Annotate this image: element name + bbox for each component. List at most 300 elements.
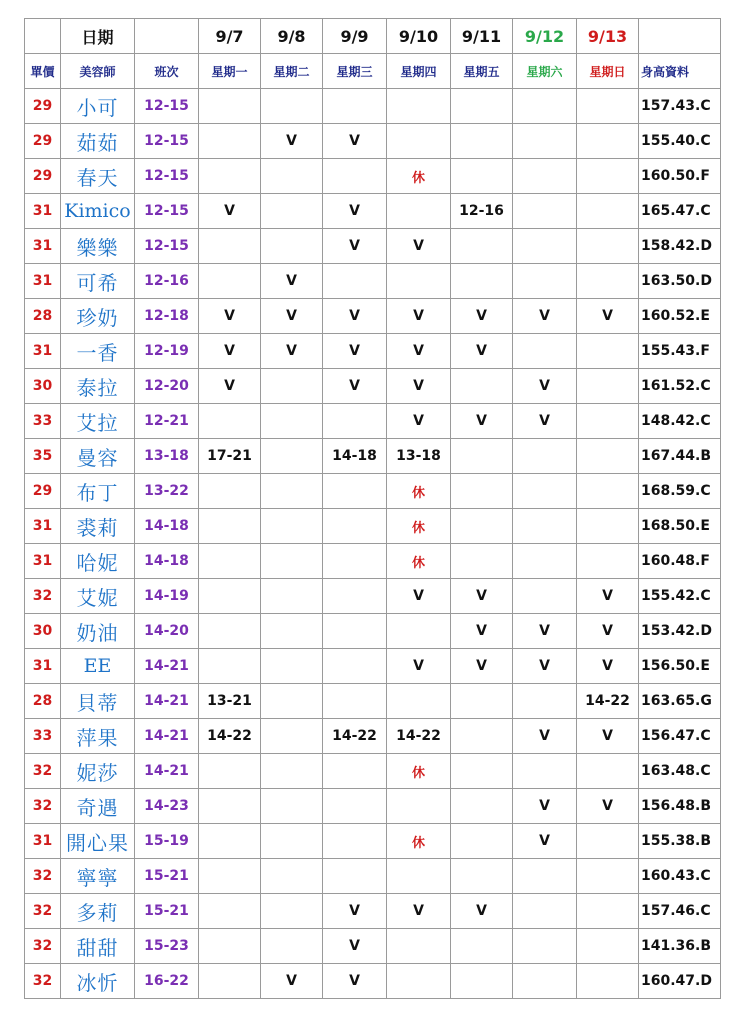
shift-cell: 12-18 (135, 299, 199, 334)
schedule-cell (451, 509, 513, 544)
schedule-cell (261, 404, 323, 439)
schedule-cell (577, 194, 639, 229)
shift-cell: 16-22 (135, 964, 199, 999)
schedule-cell (323, 404, 387, 439)
shift-cell: 13-22 (135, 474, 199, 509)
weekday-header: 星期四 (387, 54, 451, 89)
schedule-cell: 14-22 (387, 719, 451, 754)
schedule-cell (513, 509, 577, 544)
schedule-cell (323, 474, 387, 509)
table-row (25, 334, 721, 369)
schedule-cell (323, 649, 387, 684)
table-row (25, 754, 721, 789)
beautician-name-cell: 泰拉 (61, 369, 135, 404)
schedule-cell (577, 544, 639, 579)
schedule-cell: 14-22 (199, 719, 261, 754)
shift-cell: 12-15 (135, 124, 199, 159)
schedule-cell (451, 929, 513, 964)
unit-price-cell: 33 (25, 404, 61, 439)
schedule-cell (323, 824, 387, 859)
schedule-cell: V (513, 824, 577, 859)
schedule-cell (513, 684, 577, 719)
schedule-cell (323, 264, 387, 299)
table-row (25, 509, 721, 544)
schedule-cell (261, 439, 323, 474)
blank-header-cell (135, 19, 199, 54)
schedule-cell (577, 264, 639, 299)
schedule-cell (577, 894, 639, 929)
schedule-cell (513, 124, 577, 159)
schedule-cell (513, 264, 577, 299)
height-data-cell: 157.46.C (639, 894, 721, 929)
height-data-cell: 168.59.C (639, 474, 721, 509)
schedule-cell: 14-22 (323, 719, 387, 754)
schedule-cell (199, 509, 261, 544)
schedule-cell: V (451, 404, 513, 439)
schedule-cell (577, 474, 639, 509)
unit-price-cell: 32 (25, 754, 61, 789)
schedule-cell (261, 544, 323, 579)
schedule-cell (261, 579, 323, 614)
schedule-cell (261, 719, 323, 754)
table-row (25, 369, 721, 404)
schedule-cell: V (577, 579, 639, 614)
schedule-cell (387, 964, 451, 999)
schedule-cell (577, 89, 639, 124)
schedule-cell (451, 544, 513, 579)
shift-cell: 12-16 (135, 264, 199, 299)
height-data-cell: 155.40.C (639, 124, 721, 159)
beautician-name-cell: 曼容 (61, 439, 135, 474)
table-row (25, 264, 721, 299)
shift-cell: 14-21 (135, 719, 199, 754)
weekday-header: 星期五 (451, 54, 513, 89)
table-row (25, 299, 721, 334)
shift-cell: 12-15 (135, 194, 199, 229)
schedule-cell (323, 579, 387, 614)
height-data-cell: 155.42.C (639, 579, 721, 614)
beautician-name-cell: EE (61, 649, 135, 684)
table-row (25, 894, 721, 929)
schedule-cell (451, 789, 513, 824)
schedule-cell (261, 929, 323, 964)
schedule-cell: V (261, 124, 323, 159)
schedule-cell (513, 964, 577, 999)
schedule-cell (387, 124, 451, 159)
weekday-header: 星期一 (199, 54, 261, 89)
schedule-cell (323, 614, 387, 649)
unit-price-cell: 33 (25, 719, 61, 754)
beautician-name-cell: 甜甜 (61, 929, 135, 964)
schedule-cell: V (323, 229, 387, 264)
schedule-cell (513, 194, 577, 229)
shift-cell: 12-20 (135, 369, 199, 404)
unit-price-cell: 32 (25, 929, 61, 964)
schedule-cell: 12-16 (451, 194, 513, 229)
schedule-cell: 休 (387, 159, 451, 194)
table-row (25, 89, 721, 124)
table-row (25, 859, 721, 894)
schedule-cell (451, 859, 513, 894)
schedule-cell (577, 859, 639, 894)
shift-cell: 14-23 (135, 789, 199, 824)
beautician-name-cell: 珍奶 (61, 299, 135, 334)
table-row (25, 789, 721, 824)
schedule-cell: 17-21 (199, 439, 261, 474)
corner-cell (25, 19, 61, 54)
schedule-cell: V (451, 649, 513, 684)
schedule-cell (577, 159, 639, 194)
schedule-cell: V (387, 579, 451, 614)
date-header: 9/9 (323, 19, 387, 54)
schedule-cell (387, 789, 451, 824)
schedule-cell (577, 439, 639, 474)
schedule-cell (199, 159, 261, 194)
table-row (25, 824, 721, 859)
beautician-name-cell: 奇遇 (61, 789, 135, 824)
schedule-cell (451, 369, 513, 404)
schedule-cell (199, 894, 261, 929)
unit-price-cell: 32 (25, 789, 61, 824)
unit-price-cell: 31 (25, 649, 61, 684)
table-row (25, 579, 721, 614)
schedule-cell: V (577, 299, 639, 334)
table-row (25, 614, 721, 649)
schedule-cell (199, 824, 261, 859)
blank-header-cell (639, 19, 721, 54)
beautician-name-cell: 可希 (61, 264, 135, 299)
beautician-name-cell: 春天 (61, 159, 135, 194)
schedule-cell: V (577, 789, 639, 824)
height-data-cell: 156.47.C (639, 719, 721, 754)
table-row (25, 124, 721, 159)
unit-price-cell: 29 (25, 124, 61, 159)
unit-price-cell: 32 (25, 894, 61, 929)
schedule-cell: V (323, 334, 387, 369)
height-data-cell: 155.43.F (639, 334, 721, 369)
date-header: 9/8 (261, 19, 323, 54)
shift-header: 班次 (135, 54, 199, 89)
date-label: 日期 (61, 19, 135, 54)
beautician-name-cell: Kimico (61, 194, 135, 229)
schedule-cell (199, 264, 261, 299)
beautician-name-cell: 艾拉 (61, 404, 135, 439)
schedule-cell: V (451, 894, 513, 929)
beautician-name-cell: 一香 (61, 334, 135, 369)
schedule-cell (577, 929, 639, 964)
schedule-cell: V (323, 369, 387, 404)
schedule-cell (199, 964, 261, 999)
header-row-labels (25, 54, 721, 89)
schedule-cell (199, 929, 261, 964)
schedule-cell: 14-22 (577, 684, 639, 719)
weekday-header: 星期日 (577, 54, 639, 89)
date-header: 9/10 (387, 19, 451, 54)
shift-cell: 13-18 (135, 439, 199, 474)
beautician-name-cell: 樂樂 (61, 229, 135, 264)
height-data-cell: 163.50.D (639, 264, 721, 299)
schedule-cell (577, 404, 639, 439)
schedule-cell: V (199, 334, 261, 369)
table-row (25, 439, 721, 474)
schedule-cell (451, 229, 513, 264)
table-row (25, 229, 721, 264)
schedule-cell (323, 544, 387, 579)
schedule-cell (451, 684, 513, 719)
schedule-cell (513, 544, 577, 579)
date-header: 9/12 (513, 19, 577, 54)
height-data-cell: 163.65.G (639, 684, 721, 719)
schedule-cell (199, 474, 261, 509)
schedule-cell (323, 684, 387, 719)
schedule-cell (513, 894, 577, 929)
schedule-cell (451, 264, 513, 299)
schedule-cell: V (451, 614, 513, 649)
schedule-cell: V (513, 789, 577, 824)
shift-cell: 12-15 (135, 89, 199, 124)
shift-cell: 14-21 (135, 684, 199, 719)
schedule-cell (261, 229, 323, 264)
schedule-cell (451, 474, 513, 509)
schedule-cell: 休 (387, 474, 451, 509)
height-data-cell: 168.50.E (639, 509, 721, 544)
beautician-name-cell: 奶油 (61, 614, 135, 649)
schedule-cell (199, 544, 261, 579)
schedule-cell (387, 89, 451, 124)
schedule-cell (451, 824, 513, 859)
height-data-cell: 165.47.C (639, 194, 721, 229)
schedule-cell (577, 964, 639, 999)
table-row (25, 544, 721, 579)
schedule-cell (451, 719, 513, 754)
schedule-cell (199, 614, 261, 649)
beautician-name-cell: 貝蒂 (61, 684, 135, 719)
schedule-cell (577, 509, 639, 544)
schedule-cell (199, 649, 261, 684)
height-data-cell: 160.47.D (639, 964, 721, 999)
beautician-name-cell: 寧寧 (61, 859, 135, 894)
unit-price-header: 單價 (25, 54, 61, 89)
height-data-cell: 156.50.E (639, 649, 721, 684)
schedule-cell: V (513, 404, 577, 439)
height-header: 身高資料 (639, 54, 721, 89)
schedule-cell (513, 929, 577, 964)
schedule-cell: V (577, 614, 639, 649)
table-row (25, 404, 721, 439)
header-row-dates (25, 19, 721, 54)
schedule-cell: V (577, 719, 639, 754)
height-data-cell: 148.42.C (639, 404, 721, 439)
schedule-cell (387, 684, 451, 719)
schedule-cell (323, 159, 387, 194)
schedule-cell (513, 334, 577, 369)
schedule-cell: 13-21 (199, 684, 261, 719)
height-data-cell: 160.52.E (639, 299, 721, 334)
schedule-cell: V (261, 964, 323, 999)
schedule-cell: V (199, 194, 261, 229)
schedule-cell: 休 (387, 754, 451, 789)
unit-price-cell: 31 (25, 229, 61, 264)
beautician-name-cell: 布丁 (61, 474, 135, 509)
schedule-cell: V (513, 299, 577, 334)
schedule-cell (323, 754, 387, 789)
height-data-cell: 160.48.F (639, 544, 721, 579)
weekday-header: 星期六 (513, 54, 577, 89)
schedule-cell: V (199, 299, 261, 334)
schedule-cell: V (513, 649, 577, 684)
weekday-header: 星期二 (261, 54, 323, 89)
schedule-cell: 14-18 (323, 439, 387, 474)
schedule-cell (451, 439, 513, 474)
beautician-header: 美容師 (61, 54, 135, 89)
schedule-table (24, 18, 721, 999)
schedule-cell (577, 124, 639, 159)
schedule-cell: 休 (387, 544, 451, 579)
beautician-name-cell: 冰忻 (61, 964, 135, 999)
schedule-cell: V (387, 299, 451, 334)
unit-price-cell: 29 (25, 474, 61, 509)
schedule-cell: V (323, 194, 387, 229)
schedule-cell (261, 649, 323, 684)
schedule-cell: V (451, 299, 513, 334)
weekday-header: 星期三 (323, 54, 387, 89)
table-row (25, 159, 721, 194)
schedule-cell (199, 404, 261, 439)
table-row (25, 194, 721, 229)
height-data-cell: 167.44.B (639, 439, 721, 474)
schedule-cell (577, 229, 639, 264)
schedule-cell (451, 754, 513, 789)
schedule-cell: V (387, 404, 451, 439)
table-row (25, 474, 721, 509)
beautician-name-cell: 艾妮 (61, 579, 135, 614)
schedule-cell (451, 89, 513, 124)
shift-cell: 15-21 (135, 859, 199, 894)
schedule-cell (323, 89, 387, 124)
schedule-cell: V (513, 369, 577, 404)
schedule-cell: V (387, 334, 451, 369)
schedule-cell: V (323, 299, 387, 334)
height-data-cell: 158.42.D (639, 229, 721, 264)
schedule-cell: V (323, 929, 387, 964)
unit-price-cell: 30 (25, 614, 61, 649)
schedule-cell (387, 194, 451, 229)
unit-price-cell: 31 (25, 509, 61, 544)
schedule-cell: V (323, 894, 387, 929)
table-row (25, 929, 721, 964)
schedule-cell (199, 754, 261, 789)
schedule-cell (387, 264, 451, 299)
schedule-cell (261, 509, 323, 544)
beautician-name-cell: 妮莎 (61, 754, 135, 789)
schedule-cell: V (323, 964, 387, 999)
shift-cell: 14-20 (135, 614, 199, 649)
beautician-name-cell: 裘莉 (61, 509, 135, 544)
schedule-cell: V (387, 894, 451, 929)
schedule-cell (577, 334, 639, 369)
shift-cell: 12-15 (135, 159, 199, 194)
schedule-cell (513, 754, 577, 789)
height-data-cell: 153.42.D (639, 614, 721, 649)
schedule-cell (513, 159, 577, 194)
schedule-cell (199, 89, 261, 124)
schedule-cell: V (387, 229, 451, 264)
schedule-cell (261, 824, 323, 859)
schedule-cell (199, 579, 261, 614)
schedule-cell (577, 754, 639, 789)
schedule-cell: V (387, 649, 451, 684)
schedule-cell (261, 89, 323, 124)
schedule-cell: V (513, 614, 577, 649)
unit-price-cell: 28 (25, 299, 61, 334)
beautician-name-cell: 小可 (61, 89, 135, 124)
schedule-cell: V (261, 299, 323, 334)
schedule-cell (323, 509, 387, 544)
schedule-cell (261, 194, 323, 229)
schedule-cell (323, 859, 387, 894)
shift-cell: 15-23 (135, 929, 199, 964)
schedule-cell (261, 789, 323, 824)
schedule-cell (261, 754, 323, 789)
shift-cell: 15-21 (135, 894, 199, 929)
height-data-cell: 161.52.C (639, 369, 721, 404)
schedule-cell: V (451, 334, 513, 369)
table-row (25, 719, 721, 754)
schedule-cell (261, 614, 323, 649)
shift-cell: 14-18 (135, 509, 199, 544)
schedule-cell (199, 124, 261, 159)
date-header: 9/13 (577, 19, 639, 54)
schedule-cell: V (261, 264, 323, 299)
beautician-name-cell: 多莉 (61, 894, 135, 929)
date-header: 9/11 (451, 19, 513, 54)
height-data-cell: 156.48.B (639, 789, 721, 824)
schedule-cell: 休 (387, 509, 451, 544)
unit-price-cell: 31 (25, 824, 61, 859)
schedule-cell: V (323, 124, 387, 159)
schedule-cell (323, 789, 387, 824)
schedule-cell (199, 229, 261, 264)
shift-cell: 14-19 (135, 579, 199, 614)
schedule-cell (261, 159, 323, 194)
schedule-cell: V (261, 334, 323, 369)
shift-cell: 12-15 (135, 229, 199, 264)
height-data-cell: 141.36.B (639, 929, 721, 964)
schedule-cell (199, 789, 261, 824)
shift-cell: 14-18 (135, 544, 199, 579)
schedule-cell (513, 579, 577, 614)
schedule-cell (513, 89, 577, 124)
schedule-cell: 休 (387, 824, 451, 859)
unit-price-cell: 29 (25, 89, 61, 124)
shift-cell: 14-21 (135, 649, 199, 684)
unit-price-cell: 32 (25, 859, 61, 894)
unit-price-cell: 32 (25, 964, 61, 999)
schedule-cell (387, 859, 451, 894)
schedule-cell (451, 124, 513, 159)
unit-price-cell: 31 (25, 544, 61, 579)
unit-price-cell: 35 (25, 439, 61, 474)
unit-price-cell: 28 (25, 684, 61, 719)
beautician-name-cell: 哈妮 (61, 544, 135, 579)
beautician-name-cell: 萍果 (61, 719, 135, 754)
schedule-cell (513, 474, 577, 509)
schedule-cell (261, 369, 323, 404)
beautician-name-cell: 開心果 (61, 824, 135, 859)
schedule-cell: V (577, 649, 639, 684)
table-row (25, 684, 721, 719)
schedule-cell: V (199, 369, 261, 404)
